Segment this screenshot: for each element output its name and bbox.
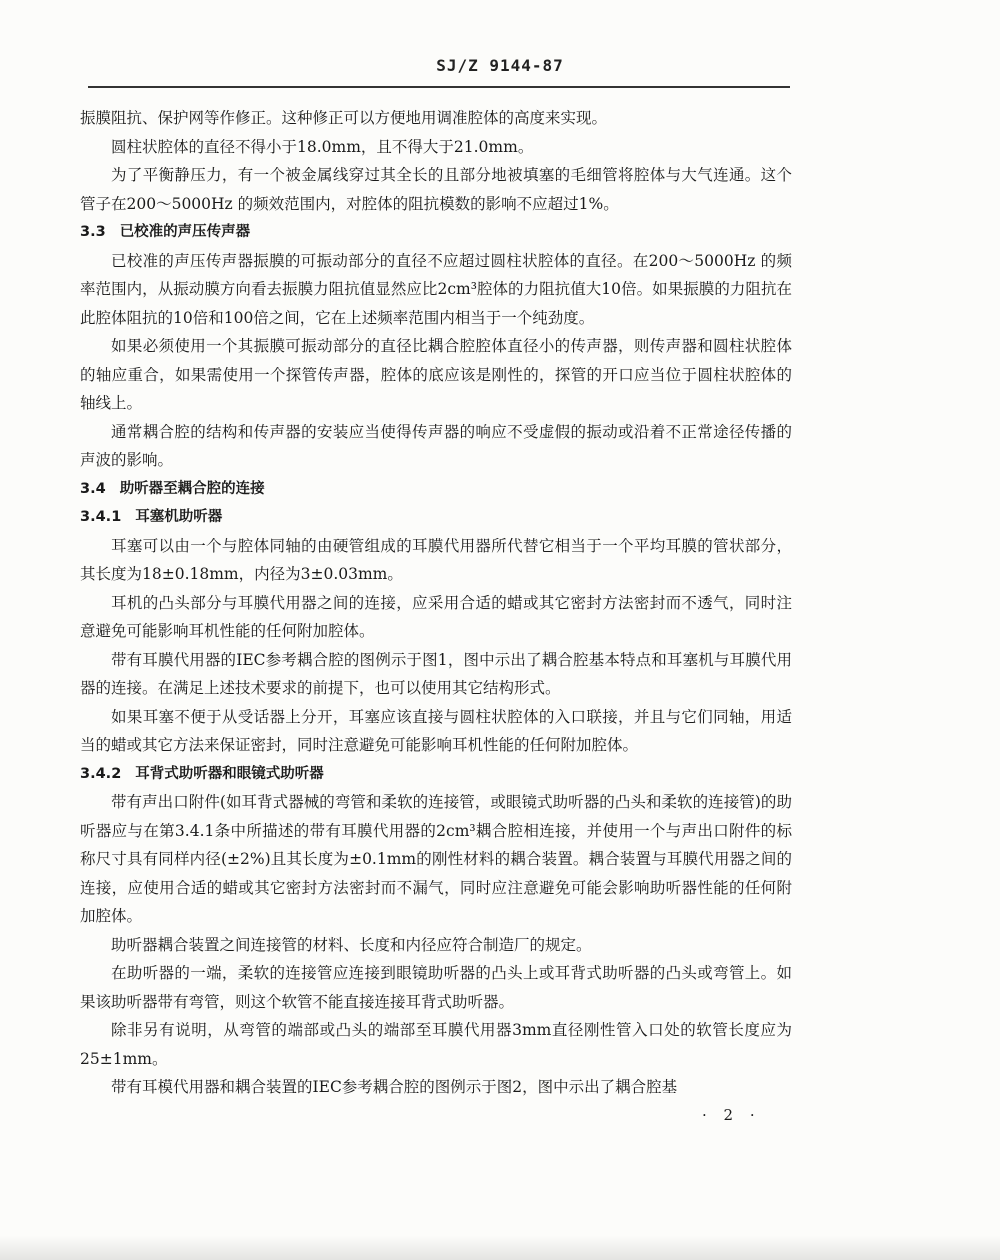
section-heading-3-3 [80,218,792,247]
section-title: 耳背式助听器和眼镜式助听器 [135,765,324,782]
paragraph: 耳塞可以由一个与腔体同轴的由硬管组成的耳膜代用器所代替它相当于一个平均耳膜的管状部分，其长度为18±0.18mm，内径为3±0.03mm。 [80,536,792,583]
paragraph: 为了平衡静压力，有一个被金属线穿过其全长的且部分地被填塞的毛细管将腔体与大气连通。这个管子在200～5000Hz 的频效范围内，对腔体的阻抗模数的影响不应超过1%。 [80,166,792,213]
paragraph: 耳机的凸头部分与耳膜代用器之间的连接，应采用合适的蜡或其它密封方法密封而不透气，同时注意避免可能影响耳机性能的任何附加腔体。 [80,593,792,640]
paragraph: 如果耳塞不便于从受话器上分开，耳塞应该直接与圆柱状腔体的入口联接，并且与它们同轴，用适当的蜡或其它方法来保证密封，同时注意避免可能影响耳机性能的任何附加腔体。 [80,707,792,754]
paragraph: 在助听器的一端，柔软的连接管应连接到眼镜助听器的凸头上或耳背式助听器的凸头或弯管上。如果该助听器带有弯管，则这个软管不能直接连接耳背式助听器。 [80,964,792,1011]
standard-code: SJ/Z 9144-87 [436,56,564,75]
section-title: 助听器至耦合腔的连接 [119,480,265,497]
section-heading-3-4-2 [80,760,792,789]
body-text [80,104,792,1102]
section-title: 耳塞机助听器 [135,509,223,525]
paragraph: 助听器耦合装置之间连接管的材料、长度和内径应符合制造厂的规定。 [111,935,592,954]
paragraph: 除非另有说明，从弯管的端部或凸头的端部至耳膜代用器3mm直径刚性管入口处的软管长度应为25±1mm。 [80,1021,792,1068]
section-number: 3.4 [80,480,106,497]
page-number: · 2 · [702,1106,761,1124]
paragraph: 通常耦合腔的结构和传声器的安装应当使得传声器的响应不受虚假的振动或沿着不正常途径传播的声波的影响。 [80,422,792,469]
paragraph: 带有耳模代用器和耦合装置的IEC参考耦合腔的图例示于图2，图中示出了耦合腔基 [111,1078,678,1096]
section-number: 3.3 [80,224,106,240]
paragraph: 振膜阻抗、保护网等作修正。这种修正可以方便地用调准腔体的高度来实现。 [80,109,608,127]
paragraph: 已校准的声压传声器振膜的可振动部分的直径不应超过圆柱状腔体的直径。在200～5000Hz 的频率范围内，从振动膜方向看去振膜力阻抗值显然应比2cm³腔体的力阻抗值大10倍。如果振膜的力阻抗在此腔体阻抗的10倍和100倍之间，它在上述频率范围内相当于一个纯劲度。 [80,251,792,327]
paragraph: 如果必须使用一个其振膜可振动部分的直径比耦合腔腔体直径小的传声器，则传声器和圆柱状腔体的轴应重合，如果需使用一个探管传声器，腔体的底应该是刚性的，探管的开口应当位于圆柱状腔体的轴线上。 [80,337,792,412]
section-heading-3-4 [80,475,792,504]
paragraph: 带有声出口附件(如耳背式器械的弯管和柔软的连接管，或眼镜式助听器的凸头和柔软的连接管)的助听器应与在第3.4.1条中所描述的带有耳膜代用器的2cm³耦合腔相连接，并使用一个与声出口附件的标称尺寸具有同样内径(±2%)且其长度为±0.1mm的刚性材料的耦合装置。耦合装置与耳膜代用器之间的连接，应使用合适的蜡或其它密封方法密封而不漏气，同时应注意避免可能会影响助听器性能的任何附加腔体。 [80,793,792,925]
page-bottom-edge [0,1236,1000,1260]
paragraph: 圆柱状腔体的直径不得小于18.0mm，且不得大于21.0mm。 [111,137,534,156]
section-title: 已校准的声压传声器 [119,224,251,240]
header-rule [88,86,790,88]
section-number: 3.4.2 [80,765,122,782]
paragraph: 带有耳膜代用器的IEC参考耦合腔的图例示于图1，图中示出了耦合腔基本特点和耳塞机与耳膜代用器的连接。在满足上述技术要求的前提下，也可以使用其它结构形式。 [80,650,792,697]
section-heading-3-4-1 [80,503,792,532]
section-number: 3.4.1 [80,509,122,525]
